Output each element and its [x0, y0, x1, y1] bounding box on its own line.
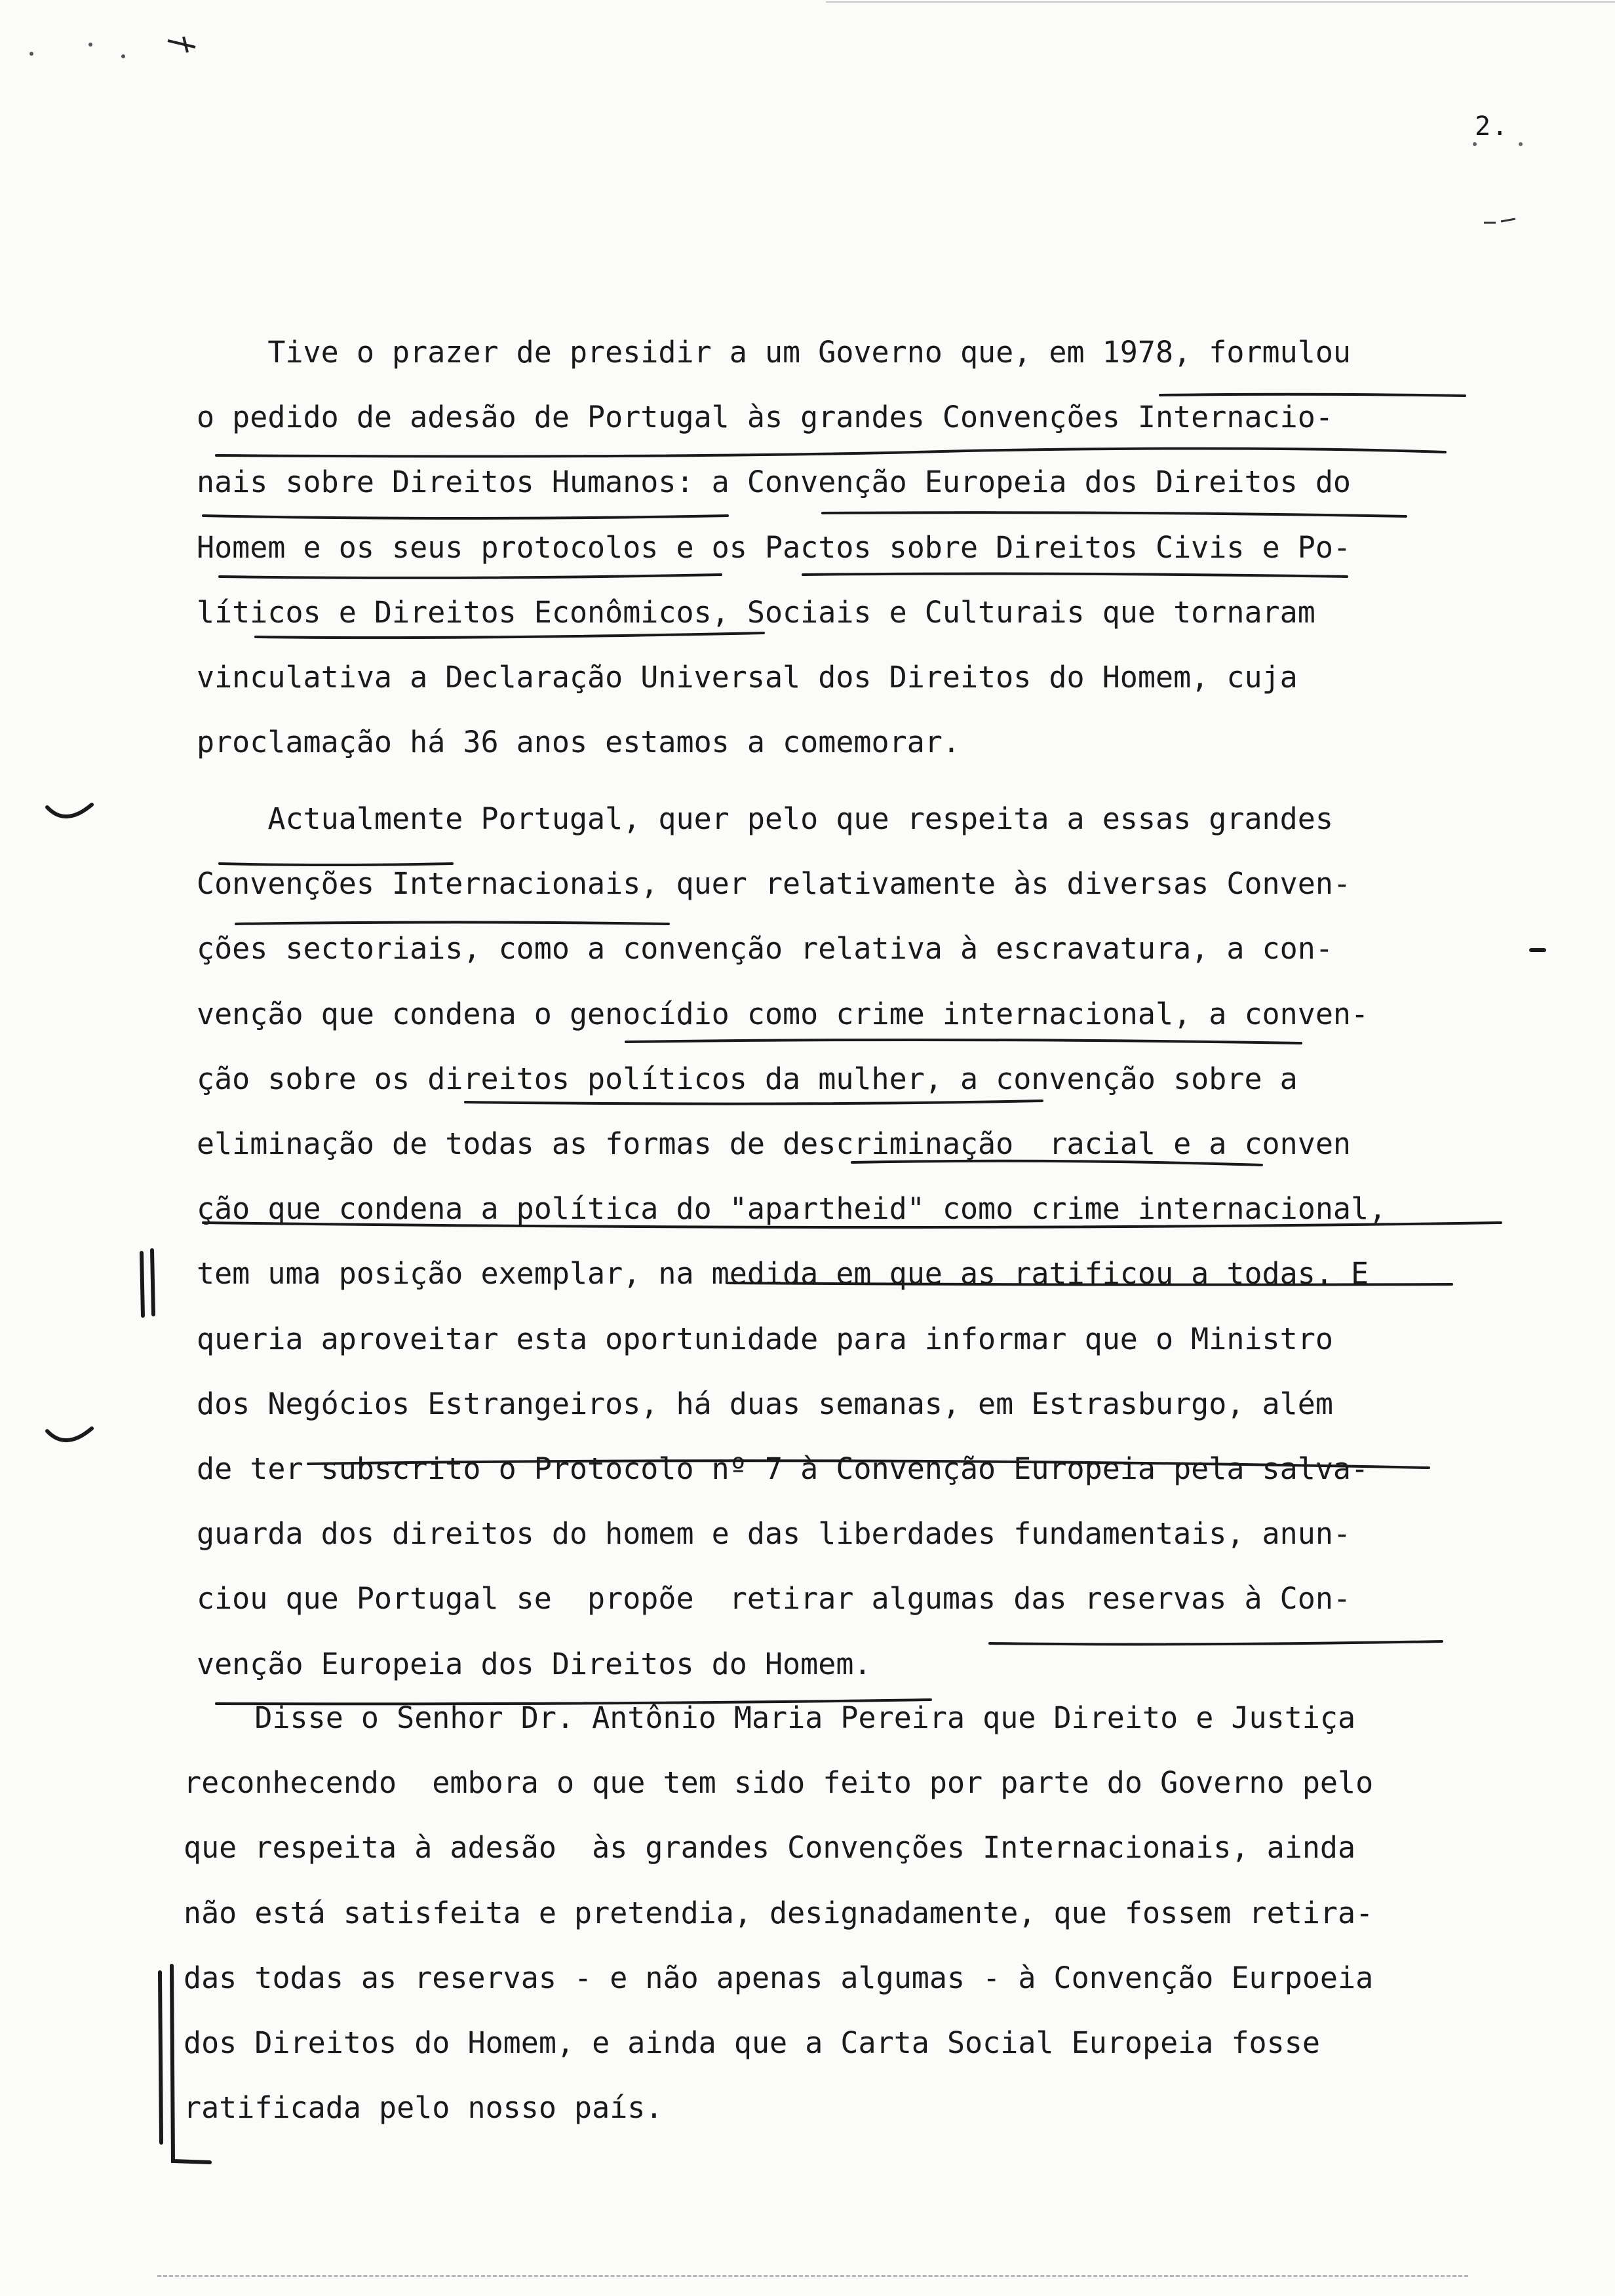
text-line: nais sobre Direitos Humanos: a Convenção Europeia dos Direitos do — [197, 465, 1351, 500]
text-line: ratificada pelo nosso país. — [184, 2090, 663, 2126]
text-line: líticos e Direitos Econômicos, Sociais e Culturais que tornaram — [197, 594, 1315, 630]
top-edge-rule — [826, 1, 1615, 3]
text-line: ciou que Portugal se propõe retirar algumas das reservas à Con- — [197, 1581, 1351, 1617]
text-line: dos Direitos do Homem, e ainda que a Carta Social Europeia fosse — [184, 2025, 1320, 2060]
text-line: Tive o prazer de presidir a um Governo que, em 1978, formulou — [197, 335, 1351, 370]
bottom-edge-rule — [157, 2275, 1468, 2277]
corner-scribble-mark — [0, 0, 210, 59]
text-line: Homem e os seus protocolos e os Pactos sobre Direitos Civis e Po- — [197, 529, 1351, 565]
text-line: de ter subscrito o Protocolo nº 7 à Convenção Europeia pela salva- — [197, 1451, 1369, 1486]
text-line: queria aproveitar esta oportunidade para informar que o Ministro — [197, 1321, 1333, 1356]
text-line: tem uma posição exemplar, na medida em que as ratificou a todas. E — [197, 1256, 1369, 1292]
text-line: não está satisfeita e pretendia, designadamente, que fossem retira- — [184, 1895, 1374, 1930]
text-line: Convenções Internacionais, quer relativamente às diversas Conven- — [197, 866, 1351, 902]
margin-double-bar — [142, 1250, 153, 1316]
text-line: eliminação de todas as formas de descriminação racial e a conven — [197, 1126, 1351, 1161]
margin-check-mark-2 — [47, 1428, 92, 1440]
text-line: o pedido de adesão de Portugal às grandes Convenções Internacio- — [197, 400, 1333, 435]
text-line: ção que condena a política do "apartheid" como crime internacional, — [197, 1191, 1387, 1227]
text-line: venção Europeia dos Direitos do Homem. — [197, 1646, 872, 1681]
text-line: guarda dos direitos do homem e das liberdades fundamentais, anun- — [197, 1516, 1351, 1552]
text-line: ção sobre os direitos políticos da mulher, a convenção sobre a — [197, 1061, 1298, 1096]
text-line: reconhecendo embora o que tem sido feito por parte do Governo pelo — [184, 1765, 1374, 1801]
text-line: dos Negócios Estrangeiros, há duas semanas, em Estrasburgo, além — [197, 1386, 1333, 1421]
text-line: das todas as reservas - e não apenas algumas - à Convenção Eurpoeia — [184, 1960, 1374, 1995]
text-line: vinculativa a Declaração Universal dos Direitos do Homem, cuja — [197, 660, 1298, 695]
text-line: proclamação há 36 anos estamos a comemorar. — [197, 725, 960, 760]
text-line: venção que condena o genocídio como crime internacional, a conven- — [197, 996, 1369, 1031]
margin-check-mark-1 — [47, 805, 92, 816]
text-line: que respeita à adesão às grandes Convenções Internacionais, ainda — [184, 1830, 1356, 1866]
text-line: ções sectoriais, como a convenção relativa à escravatura, a con- — [197, 931, 1333, 966]
text-line: Disse o Senhor Dr. Antônio Maria Pereira que Direito e Justiça — [184, 1700, 1356, 1735]
page-number: 2. — [1475, 111, 1509, 142]
text-line: Actualmente Portugal, quer pelo que respeita a essas grandes — [197, 801, 1333, 836]
